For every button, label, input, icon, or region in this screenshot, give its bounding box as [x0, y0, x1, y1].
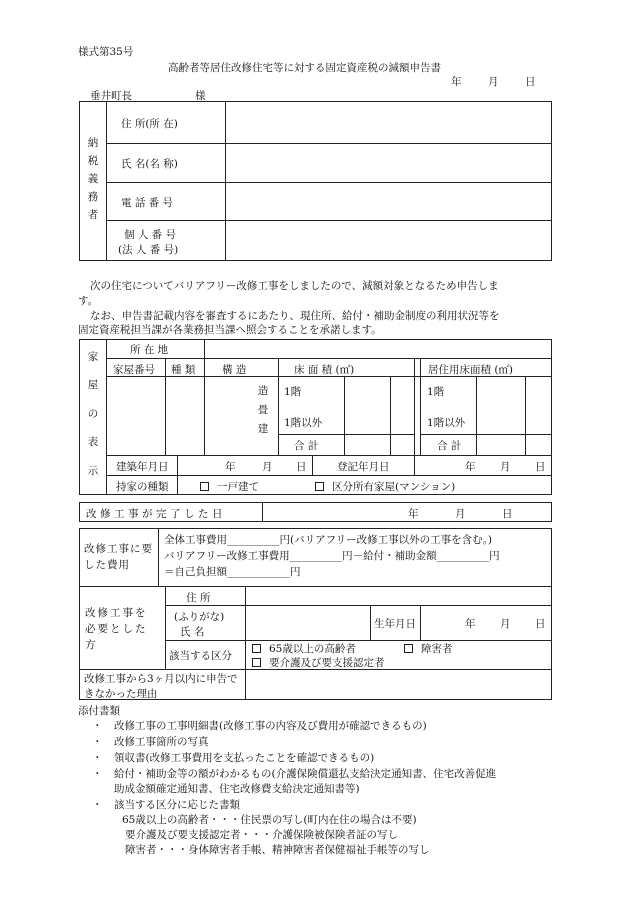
intro-line-4: 固定資産税担当課が各業務担当課へ照会することを承諾します。: [78, 324, 382, 336]
registered-month-label: 月: [500, 461, 511, 473]
date-day-label: 日: [525, 76, 536, 88]
ownership-label: 持家の種類: [116, 481, 169, 493]
taxpayer-side-label: 納 税 義 務 者: [87, 137, 99, 221]
taxpayer-phone-field[interactable]: [228, 185, 550, 219]
form-number: 様式第35号: [78, 46, 134, 58]
attachment-bullet: ・: [92, 752, 103, 764]
detached-checkbox[interactable]: [200, 482, 209, 491]
living-area-total-label: 合 計: [437, 440, 462, 452]
person-name-field[interactable]: [248, 607, 368, 639]
category-disabled-option[interactable]: 障害者: [404, 641, 453, 656]
corporate-number-label: (法 人 番 号): [118, 244, 179, 256]
completion-label: 改修工事が完了した日: [86, 508, 226, 520]
attachment-item: 該当する区分に応じた書類: [114, 799, 240, 811]
taxpayer-address-field[interactable]: [228, 104, 550, 142]
taxpayer-name-field[interactable]: [228, 146, 550, 181]
completion-month-label: 月: [455, 508, 466, 520]
person-address-label: 住 所: [186, 592, 211, 604]
registered-year-label: 年: [465, 461, 476, 473]
condo-checkbox[interactable]: [315, 482, 324, 491]
addressee: 垂井町長: [90, 90, 132, 102]
attachment-item: 給付・補助金等の額がわかるもの(介護保険償還払支給決定通知書、住宅改善促進: [114, 768, 497, 780]
category-label: 該当する区分: [169, 650, 232, 662]
attachment-bullet: ・: [92, 799, 103, 811]
address-label: 住 所(所 在): [121, 118, 178, 130]
floor-area-floor1-label: 1階: [284, 386, 302, 398]
cost-line-1: 全体工事費用__________円(バリアフリー改修工事以外の工事を含む。): [164, 534, 493, 546]
location-label: 所 在 地: [130, 344, 169, 356]
floor-area-total-label: 合 計: [294, 440, 319, 452]
registered-day-label: 日: [535, 461, 546, 473]
ownership-condo-option[interactable]: 区分所有家屋(マンション): [315, 479, 455, 494]
date-month-label: 月: [488, 76, 499, 88]
built-date-label: 建築年月日: [116, 461, 169, 473]
completion-year-label: 年: [408, 508, 419, 520]
intro-line-1: 次の住宅についてバリアフリー改修工事をしましたので、減額対象となるため申告しま: [90, 280, 499, 292]
ownership-detached-option[interactable]: 一戸建て: [200, 479, 259, 494]
location-field[interactable]: [207, 341, 550, 357]
cost-label: 改修工事に要した費用: [84, 543, 153, 571]
elderly-checkbox[interactable]: [252, 644, 261, 653]
late-reason-field[interactable]: [248, 671, 550, 698]
structure-chars: 造 畳 建: [257, 385, 269, 435]
built-day-label: 日: [296, 461, 307, 473]
built-month-label: 月: [262, 461, 273, 473]
person-name-label: 氏 名: [180, 626, 205, 638]
form-title: 高齢者等居住改修住宅等に対する固定資産税の減額申告書: [168, 62, 441, 74]
house-type-label: 種 類: [171, 364, 196, 376]
phone-label: 電 話 番 号: [121, 197, 174, 209]
addressee-honorific: 様: [195, 90, 206, 102]
attachment-sub-item: 障害者・・・身体障害者手帳、精神障害者保健福祉手帳等の写し: [125, 844, 430, 856]
intro-line-3: なお、申告書記載内容を審査するにあたり、現住所、給付・補助金制度の利用状況等を: [90, 310, 500, 322]
name-label: 氏 名(名 称): [121, 158, 178, 170]
attachment-bullet: ・: [92, 720, 103, 732]
cost-line-3: ＝自己負担額____________円: [164, 566, 301, 578]
house-side-label: 家 屋 の 表 示: [87, 351, 99, 477]
living-area-other-label: 1階以外: [427, 417, 466, 429]
taxpayer-number-field[interactable]: [228, 223, 550, 260]
birth-year-label: 年: [465, 618, 476, 630]
floor-area-other-label: 1階以外: [284, 417, 323, 429]
disabled-checkbox[interactable]: [404, 644, 413, 653]
birth-month-label: 月: [500, 618, 511, 630]
individual-number-label: 個 人 番 号: [124, 229, 177, 241]
person-label: 改修工事を必要とした方: [85, 607, 148, 651]
built-year-label: 年: [225, 461, 236, 473]
attachment-item-continued: 助成金額確定通知書、住宅改修費支給決定通知書等): [114, 783, 360, 795]
category-elderly-option[interactable]: 65歳以上の高齢者: [252, 641, 356, 656]
living-area-floor1-label: 1階: [427, 386, 445, 398]
attachment-item: 改修工事箇所の写真: [114, 736, 209, 748]
care-checkbox[interactable]: [252, 658, 261, 667]
attachment-item: 改修工事の工事明細書(改修工事の内容及び費用が確認できるもの): [114, 720, 427, 732]
completion-day-label: 日: [502, 508, 513, 520]
person-address-field[interactable]: [248, 588, 550, 604]
floor-area-label: 床 面 積 (㎡): [294, 364, 355, 376]
late-reason-label: 改修工事から3ヶ月以内に申告できなかった理由: [84, 673, 238, 700]
attachment-sub-item: 要介護及び要支援認定者・・・介護保険被保険者証の写し: [125, 829, 398, 841]
birth-date-label: 生年月日: [374, 618, 416, 630]
registered-date-label: 登記年月日: [337, 461, 390, 473]
living-area-label: 居住用床面積 (㎡): [428, 364, 514, 376]
structure-label: 構 造: [222, 364, 247, 376]
cost-line-2: バリアフリー改修工事費用__________円－給付・補助金額__________円: [164, 550, 500, 562]
person-furigana-label: (ふりがな): [174, 611, 225, 623]
attachment-item: 領収書(改修工事費用を支払ったことを確認できるもの): [114, 752, 375, 764]
birth-day-label: 日: [535, 618, 546, 630]
attachment-sub-item: 65歳以上の高齢者・・・住民票の写し(町内在住の場合は不要): [122, 814, 417, 826]
intro-line-2: す。: [78, 295, 99, 307]
attachment-bullet: ・: [92, 736, 103, 748]
category-care-option[interactable]: 要介護及び要支援認定者: [252, 655, 385, 670]
attachment-bullet: ・: [92, 768, 103, 780]
house-number-label: 家屋番号: [113, 364, 155, 376]
date-year-label: 年: [451, 76, 462, 88]
attachments-heading: 添付書類: [78, 705, 120, 717]
